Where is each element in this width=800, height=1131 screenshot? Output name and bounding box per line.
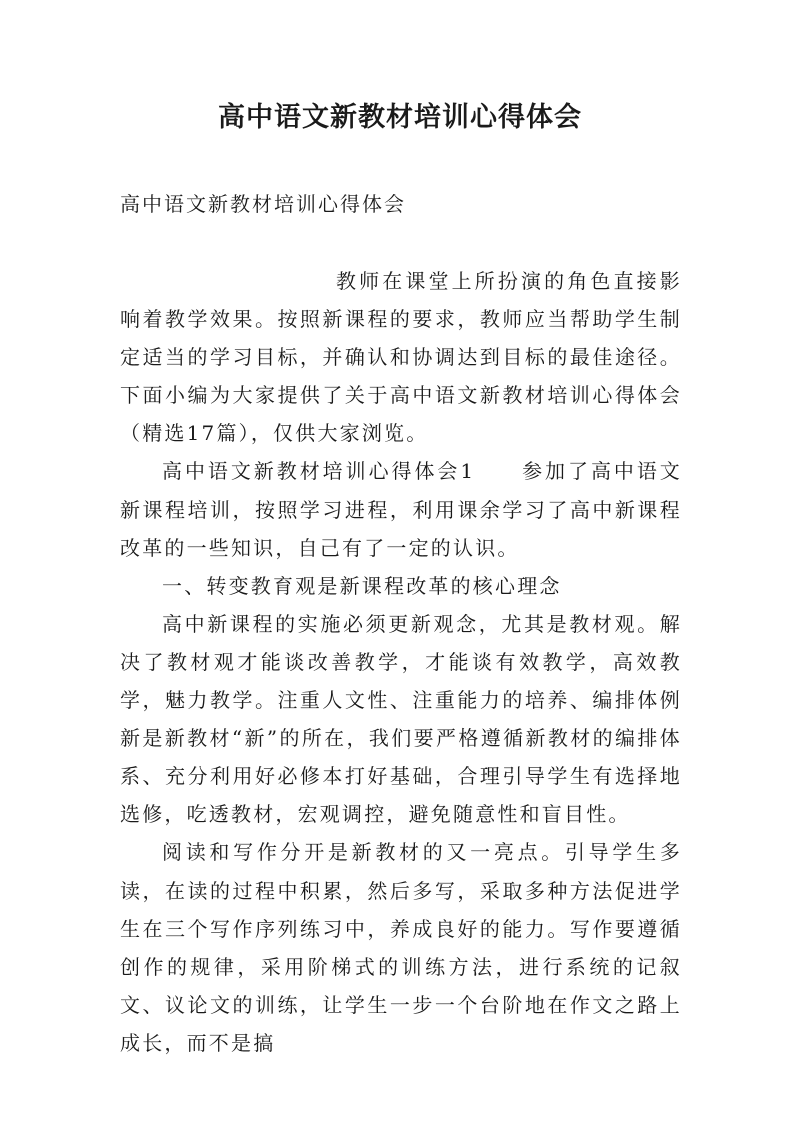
document-body [120, 262, 682, 1062]
document-subtitle: 高中语文新教材培训心得体会 [120, 192, 406, 216]
essay-1-paragraph [120, 452, 682, 566]
essay-1-heading: 高中语文新教材培训心得体会1 [162, 459, 476, 484]
intro-paragraph: 教师在课堂上所扮演的角色直接影响着教学效果。按照新课程的要求，教师应当帮助学生制定适当的学习目标，并确认和协调达到目标的最佳途径。下面小编为大家提供了关于高中语文新教材培训心得体会（精选17篇），仅供大家浏览。 [120, 269, 682, 446]
body-paragraph-2: 阅读和写作分开是新教材的又一亮点。引导学生多读，在读的过程中积累，然后多写，采取多种方法促进学生在三个写作序列练习中，养成良好的能力。写作要遵循创作的规律，采用阶梯式的训练方法，进行系统的记叙文、议论文的训练，让学生一步一个台阶地在作文之路上成长，而不是搞 [120, 840, 682, 1055]
body-paragraph-1: 高中新课程的实施必须更新观念，尤其是教材观。解决了教材观才能谈改善教学，才能谈有效教学，高效教学，魅力教学。注重人文性、注重能力的培养、编排体例新是新教材“新”的所在，我们要严格遵循新教材的编排体系、充分利用好必修本打好基础，合理引导学生有选择地选修，吃透教材，宏观调控，避免随意性和盲目性。 [120, 611, 682, 827]
essay-1-text: 参加了高中语文新课程培训，按照学习进程，利用课余学习了高中新课程改革的一些知识，自己有了一定的认识。 [120, 459, 683, 560]
section-1-heading: 一、转变教育观是新课程改革的核心理念 [162, 573, 562, 598]
document-title: 高中语文新教材培训心得体会 [218, 102, 582, 133]
